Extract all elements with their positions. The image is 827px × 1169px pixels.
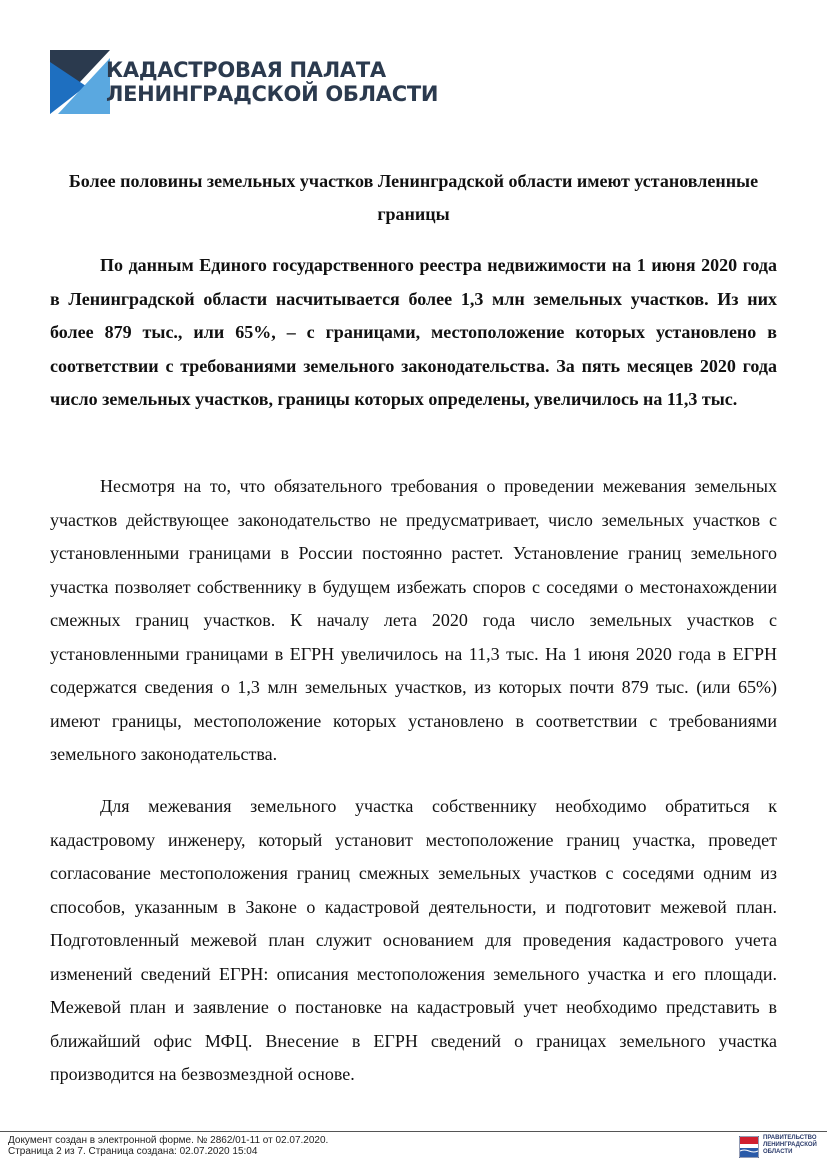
footer-line-2: Страница 2 из 7. Страница создана: 02.07.2020 15:04: [8, 1146, 258, 1157]
logo-line-1: КАДАСТРОВАЯ ПАЛАТА: [106, 58, 386, 82]
body-paragraph-3: Для межевания земельного участка собственнику необходимо обратиться к кадастровому инженеру, который установит местоположение границ участка, проведет согласование местоположения границ смежных земельных участков с соседями одним из способов, указанным в Законе о кадастровой деятельности, и подготовит межевой план. Подготовленный межевой план служит основанием для проведения кадастрового учета изменений сведений ЕГРН: описания местоположения земельного участка и его площади. Межевой план и заявление о постановке на кадастровый учет необходимо представить в ближайший офис МФЦ. Внесение в ЕГРН сведений о границах земельного участка производится на безвозмездной основе.: [50, 796, 777, 1084]
gov-line-2: ЛЕНИНГРАДСКОЙ: [763, 1142, 817, 1148]
footer-divider: [0, 1131, 827, 1132]
lead-paragraph: По данным Единого государственного реестра недвижимости на 1 июня 2020 года в Ленинградской области насчитывается более 1,3 млн земельных участков. Из них более 879 тыс., или 65%, – с границами, местоположение которых установлено в соответствии с требованиями земельного законодательства. За пять месяцев 2020 года число земельных участков, границы которых определены, увеличилось на 11,3 тыс.: [50, 255, 777, 409]
logo-text: [106, 58, 438, 106]
gov-line-1: ПРАВИТЕЛЬСТВО: [763, 1135, 817, 1141]
footer-line-1: Документ создан в электронной форме. № 2862/01-11 от 02.07.2020.: [8, 1135, 329, 1146]
government-logo-text: [763, 1135, 817, 1156]
government-logo: [739, 1134, 823, 1162]
organization-logo: [50, 50, 440, 116]
body-paragraph-2: Несмотря на то, что обязательного требования о проведении межевания земельных участков действующее законодательство не предусматривает, число земельных участков с установленными границами в России постоянно растет. Установление границ земельного участка позволяет собственнику в будущем избежать споров с соседями о местонахождении смежных границ участков. К началу лета 2020 года число земельных участков с установленными границами в ЕГРН увеличилось на 11,3 тыс. На 1 июня 2020 года в ЕГРН содержатся сведения о 1,3 млн земельных участков, из которых почти 879 тыс. (или 65%) имеют границы, местоположение которых установлено в соответствии с требованиями земельного законодательства.: [50, 476, 777, 764]
logo-line-2: ЛЕНИНГРАДСКОЙ ОБЛАСТИ: [106, 82, 439, 106]
government-emblem-icon: [739, 1136, 759, 1158]
footer-document-info: [8, 1135, 328, 1157]
logo-emblem-icon: [50, 50, 110, 114]
article-title: Более половины земельных участков Ленинградской области имеют установленные границы: [68, 171, 759, 224]
gov-line-3: ОБЛАСТИ: [763, 1149, 793, 1155]
